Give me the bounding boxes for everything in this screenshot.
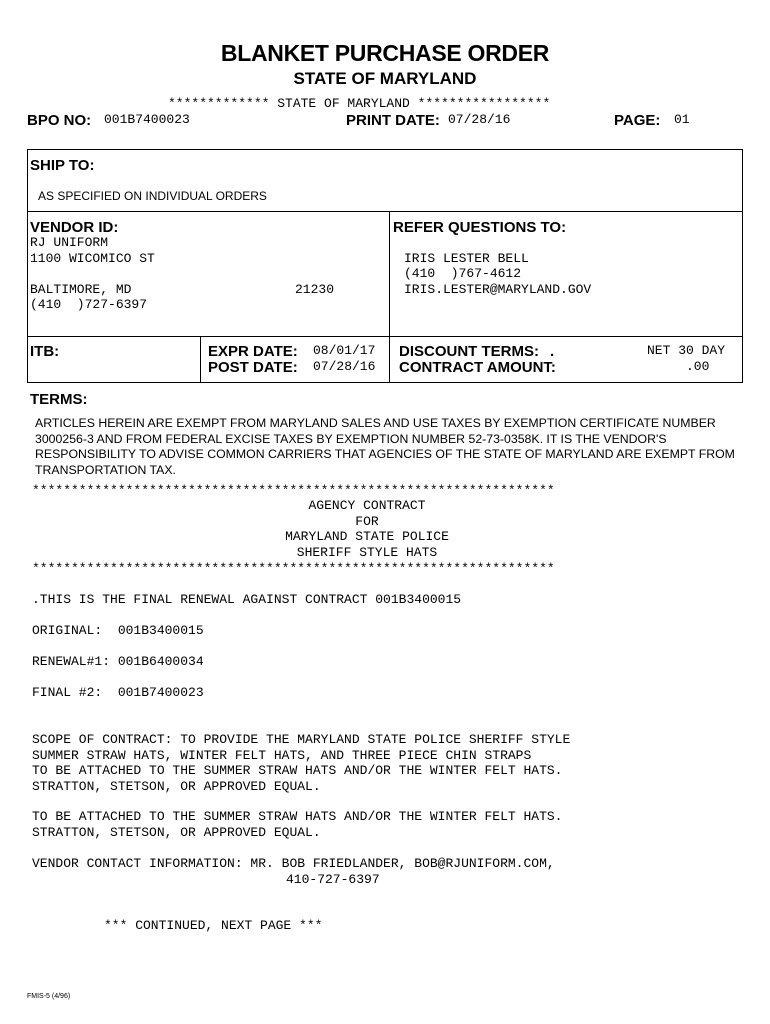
agency-line: MARYLAND STATE POLICE [285,529,449,544]
terms-text: ARTICLES HEREIN ARE EXEMPT FROM MARYLAND SALES AND USE TAXES BY EXEMPTION CERTIFICATE NUMBER 3000256-3 AND FROM FEDERAL EXCISE TAXES BY EXEMPTION NUMBER 52-73-0358K. IT IS THE VENDOR'S RESPONSIBILITY TO ADVISE COMMON CARRIERS THAT AGENCIES OF THE STATE OF MARYLAND ARE EXEMPT FROM TRANSPORTATION TAX. [35,416,735,477]
vendor-name: RJ UNIFORM [30,235,109,250]
vendor-zip: 21230 [295,282,335,297]
attach-block [32,809,563,840]
stars-divider-top: ******************************************************************* [32,483,555,498]
post-date-label: POST DATE: [208,359,298,376]
print-date-value: 07/28/16 [448,112,511,127]
scope-line: TO BE ATTACHED TO THE SUMMER STRAW HATS AND/OR THE WINTER FELT HATS. [32,763,563,778]
original-contract: ORIGINAL: 001B3400015 [32,623,204,638]
agency-line: AGENCY CONTRACT [308,498,426,513]
form-id: FMIS-5 (4/96) [27,993,71,1000]
renewal-note: .THIS IS THE FINAL RENEWAL AGAINST CONTRACT 001B3400015 [32,592,462,607]
discount-terms-value: NET 30 DAY [647,343,726,358]
page-label: PAGE: [614,112,661,129]
final-2-contract: FINAL #2: 001B7400023 [32,685,204,700]
vendor-id-label: VENDOR ID: [30,219,119,236]
document-title: BLANKET PURCHASE ORDER [220,40,550,66]
scope-block [32,732,570,794]
scope-line: STRATTON, STETSON, OR APPROVED EQUAL. [32,778,321,794]
renewal-1-contract: RENEWAL#1: 001B6400034 [32,654,204,669]
refer-questions-label: REFER QUESTIONS TO: [393,219,567,236]
contract-amount-label: CONTRACT AMOUNT: [399,359,556,376]
divider-itb-expr [200,336,201,383]
discount-terms-label: DISCOUNT TERMS: [399,343,539,360]
vendor-street: 1100 WICOMICO ST [30,251,155,266]
document-subtitle: STATE OF MARYLAND [293,69,477,88]
refer-email: IRIS.LESTER@MARYLAND.GOV [404,282,592,297]
divider-vendor-refer [389,211,390,383]
stars-divider-bottom: ******************************************************************* [32,561,555,576]
scope-line: SCOPE OF CONTRACT: TO PROVIDE THE MARYLAND STATE POLICE SHERIFF STYLE [32,732,571,747]
bpo-number-value: 001B7400023 [104,112,190,127]
page-value: 01 [674,112,690,127]
attach-line: STRATTON, STETSON, OR APPROVED EQUAL. [32,824,321,840]
expr-date-value: 08/01/17 [313,343,376,358]
vendor-city: BALTIMORE, MD [30,282,132,297]
stars-header-line: ************* STATE OF MARYLAND ***************** [168,96,551,111]
discount-terms-dot: . [550,343,555,360]
refer-name: IRIS LESTER BELL [404,251,529,266]
terms-label: TERMS: [30,391,88,408]
vendor-contact-line: VENDOR CONTACT INFORMATION: MR. BOB FRIEDLANDER, BOB@RJUNIFORM.COM, [32,856,555,871]
ship-to-label: SHIP TO: [30,157,95,174]
print-date-label: PRINT DATE: [346,112,440,129]
contract-amount-value: .00 [686,359,710,374]
scope-line: SUMMER STRAW HATS, WINTER FELT HATS, AND THREE PIECE CHIN STRAPS [32,747,532,763]
form-box [27,149,743,383]
attach-line: TO BE ATTACHED TO THE SUMMER STRAW HATS AND/OR THE WINTER FELT HATS. [32,809,563,824]
divider-shipto [27,211,743,212]
expr-date-label: EXPR DATE: [208,343,298,360]
agency-line: FOR [355,513,379,529]
bpo-number-label: BPO NO: [27,112,92,129]
vendor-contact-phone: 410-727-6397 [286,872,380,887]
post-date-value: 07/28/16 [313,359,376,374]
agency-line: SHERIFF STYLE HATS [296,544,438,560]
refer-phone: (410 )767-4612 [404,266,522,281]
continued-next-page: *** CONTINUED, NEXT PAGE *** [104,918,323,933]
agency-block [200,498,534,560]
vendor-phone: (410 )727-6397 [30,297,148,312]
divider-vendor [27,336,743,337]
itb-label: ITB: [30,343,60,360]
ship-to-value: AS SPECIFIED ON INDIVIDUAL ORDERS [38,189,267,203]
